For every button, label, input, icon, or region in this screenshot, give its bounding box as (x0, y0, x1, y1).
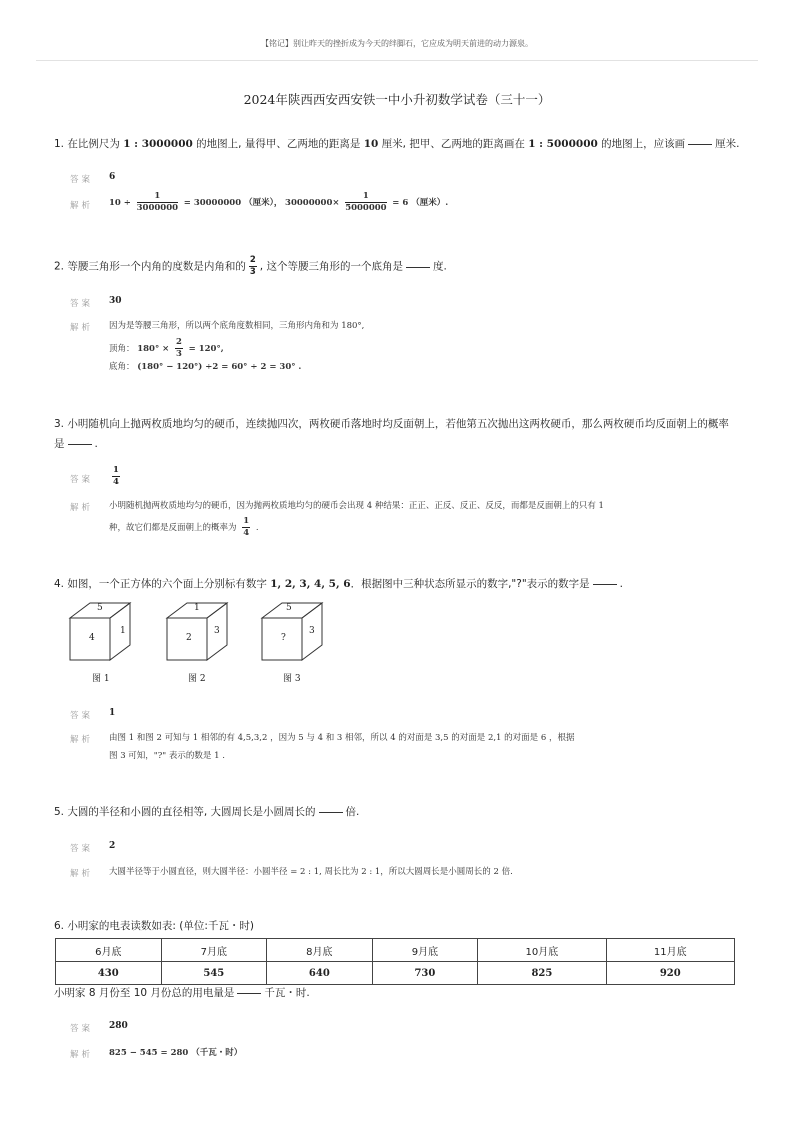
q5-text-b: 倍. (345, 806, 360, 818)
q2-analysis-line-2 (109, 337, 224, 360)
q1-answer-label: 答案 (70, 175, 94, 185)
q5-text-a: 5. 大圆的半径和小圆的直径相等, 大圆周长是小圆周长的 (54, 806, 316, 818)
q6-text-c: 千瓦・时. (264, 987, 310, 999)
cube-2-front-number: 2 (186, 633, 192, 643)
q6-answer-blank[interactable] (237, 993, 261, 994)
q1-ex-frac-num: 1 (137, 191, 178, 203)
q1-ex-frac-den: 3000000 (136, 203, 179, 213)
q1-ex-d: = 6 （厘米）. (392, 198, 449, 208)
q2-text-a: 2. 等腰三角形一个内角的度数是内角和的 (54, 260, 246, 273)
q3-answer (109, 465, 123, 488)
cube-2-caption: 图 2 (188, 674, 206, 684)
q5-analysis-label: 解析 (70, 869, 94, 879)
meter-reading-table (55, 938, 735, 985)
q6-answer-label: 答案 (70, 1024, 94, 1034)
q3-analysis-line-1: 小明随机抛两枚质地均匀的硬币，因为抛两枚质地均匀的硬币会出现 4 种结果：正正、正反、反正、反反，而都是反面朝上的只有 1 (109, 501, 604, 511)
q3-ex-frac-den: 4 (243, 528, 250, 538)
table-cell: 545 (161, 962, 267, 985)
q3-analysis-label: 解析 (70, 503, 94, 513)
q2-fraction (249, 255, 257, 278)
cube-1-top-number: 5 (97, 603, 103, 613)
q4-analysis-line-1: 由图 1 和图 2 可知与 1 相邻的有 4,5,3,2 ，因为 5 与 4 和 3 相邻，所以 4 的对面是 3,5 的对面是 2,1 的对面是 6 ，根据 (109, 733, 575, 743)
table-header-cell: 7月底 (161, 939, 267, 962)
q1-ratio2: 1 : 5000000 (528, 138, 598, 150)
table-cell: 920 (606, 962, 734, 985)
table-header-cell: 9月底 (372, 939, 478, 962)
q2-ex-line2b: 180° × (137, 344, 170, 354)
q2-text-c: 度. (432, 260, 447, 273)
q1-text-b: 的地图上, 量得甲、乙两地的距离是 (192, 138, 364, 150)
table-header-cell: 8月底 (267, 939, 373, 962)
q5-answer-label: 答案 (70, 844, 94, 854)
q2-ex-fraction (175, 337, 183, 360)
table-header-cell: 10月底 (478, 939, 606, 962)
question-3 (54, 414, 744, 454)
q2-frac-num: 2 (249, 255, 256, 265)
q4-answer-label: 答案 (70, 711, 94, 721)
q3-text-c: . (94, 438, 98, 450)
cube-3-side-number: 3 (309, 626, 315, 636)
table-cell: 640 (267, 962, 373, 985)
question-2 (54, 255, 744, 278)
q2-answer-label: 答案 (70, 299, 94, 309)
cube-1-side-number: 1 (120, 626, 126, 636)
q3-ans-num: 1 (113, 465, 119, 475)
table-cell: 825 (478, 962, 606, 985)
q5-answer: 2 (109, 841, 116, 851)
q6-text-b: 小明家 8 月份至 10 月份总的用电量是 (54, 987, 235, 999)
q1-ex-frac2-den: 5000000 (345, 203, 387, 213)
q4-analysis-label: 解析 (70, 735, 94, 745)
q2-ex-line3a: 底角： (109, 362, 135, 372)
q3-ex-fraction (242, 516, 250, 539)
cube-3-caption: 图 3 (283, 674, 301, 684)
q4-text-b: ．根据图中三种状态所显示的数字,"?"表示的数字是 (350, 578, 590, 590)
question-1 (54, 134, 744, 154)
q1-analysis (109, 191, 448, 214)
header-motto: 【铭记】别让昨天的挫折成为今天的绊脚石，它应成为明天前进的动力源泉。 (261, 39, 533, 48)
q2-answer: 30 (109, 296, 122, 306)
q1-ex-c: 30000000× (285, 198, 340, 208)
header-divider (36, 60, 758, 61)
q4-numbers: 1, 2, 3, 4, 5, 6 (270, 578, 351, 590)
q1-ex-frac2-num: 1 (345, 191, 386, 203)
q2-ex-frac-num: 2 (176, 337, 182, 347)
q1-ex-fraction-2 (345, 191, 386, 214)
q1-distance: 10 (363, 138, 379, 150)
table-header-cell: 11月底 (606, 939, 734, 962)
q2-answer-blank[interactable] (406, 267, 430, 268)
q3-ex-line2b: . (255, 523, 259, 533)
q1-analysis-label: 解析 (70, 201, 94, 211)
q1-ratio1: 1 : 3000000 (123, 138, 193, 150)
q2-ex-line2a: 顶角： (109, 344, 135, 354)
cube-3-front-number: ? (281, 633, 286, 643)
q2-analysis-label: 解析 (70, 323, 94, 333)
q1-text-d: 的地图上，应该画 (597, 138, 686, 150)
q2-frac-den: 3 (249, 267, 256, 277)
q3-ex-line2a: 种，故它们都是反面朝上的概率为 (109, 523, 237, 533)
q6-ex-expression: 825 − 545 = 280 （千瓦・时） (109, 1048, 243, 1058)
q1-answer: 6 (109, 172, 116, 182)
q2-text-b: , 这个等腰三角形的一个底角是 (259, 260, 403, 273)
q1-text-e: 厘米. (715, 138, 740, 150)
q3-ans-den: 4 (113, 477, 119, 487)
cube-1-caption: 图 1 (92, 674, 110, 684)
q2-analysis-line-1: 因为是等腰三角形，所以两个底角度数相同，三角形内角和为 180°, (109, 321, 365, 331)
q1-text-c: 厘米, 把甲、乙两地的距离画在 (378, 138, 529, 150)
q6-analysis-label: 解析 (70, 1050, 94, 1060)
q1-ex-b: = 30000000 （厘米）， (183, 198, 283, 208)
q6-analysis-line-1 (109, 1045, 242, 1061)
cube-2-side-number: 3 (214, 626, 220, 636)
q3-text-b: 是 (54, 438, 65, 450)
question-6-follow (54, 983, 744, 1003)
q3-text-a: 3. 小明随机向上抛两枚质地均匀的硬币，连续抛四次，两枚硬币落地时均反面朝上，若他第五次抛出这两枚硬币，那么两枚硬币均反面朝上的概率 (54, 418, 729, 430)
q4-answer: 1 (109, 708, 116, 718)
q6-answer: 280 (109, 1021, 128, 1031)
cube-2-top-number: 1 (194, 603, 200, 613)
q4-answer-blank[interactable] (593, 584, 617, 585)
q3-answer-blank[interactable] (68, 444, 92, 445)
q3-answer-fraction (112, 465, 120, 488)
q2-ex-frac-den: 3 (176, 349, 182, 359)
table-cell: 730 (372, 962, 478, 985)
q1-answer-blank[interactable] (688, 144, 712, 145)
q1-ex-fraction (137, 191, 178, 214)
q5-analysis-line-1: 大圆半径等于小圆直径，则大圆半径：小圆半径 = 2 : 1, 周长比为 2 : 1，所以大圆周长是小圆周长的 2 倍. (109, 867, 513, 877)
question-5 (54, 802, 744, 822)
q2-analysis-line-3 (109, 359, 301, 375)
q4-text-a: 4. 如图，一个正方体的六个面上分别标有数字 (54, 578, 271, 590)
table-header-cell: 6月底 (56, 939, 162, 962)
q1-text-a: 1. 在比例尺为 (54, 138, 124, 150)
cube-1-front-number: 4 (89, 633, 95, 643)
q3-ex-frac-num: 1 (243, 516, 250, 526)
question-4 (54, 574, 744, 594)
q2-ex-line3b: (180° − 120°) ÷2 = 60° ÷ 2 = 30° . (137, 362, 302, 372)
table-header-row (56, 939, 735, 962)
q4-analysis-line-2: 图 3 可知，"?" 表示的数是 1 . (109, 751, 225, 761)
question-6 (54, 916, 744, 936)
q3-answer-label: 答案 (70, 475, 94, 485)
page-title: 2024年陕西西安西安铁一中小升初数学试卷（三十一） (243, 92, 551, 107)
cube-3-top-number: 5 (286, 603, 292, 613)
table-cell: 430 (56, 962, 162, 985)
q5-answer-blank[interactable] (319, 812, 343, 813)
q4-text-c: . (619, 578, 624, 590)
q3-analysis-line-2 (109, 516, 259, 539)
q1-ex-a: 10 ÷ (109, 198, 131, 208)
table-row (56, 962, 735, 985)
q2-ex-line2c: = 120°, (188, 344, 224, 354)
q6-text-a: 6. 小明家的电表读数如表: (单位:千瓦・时) (54, 920, 254, 932)
